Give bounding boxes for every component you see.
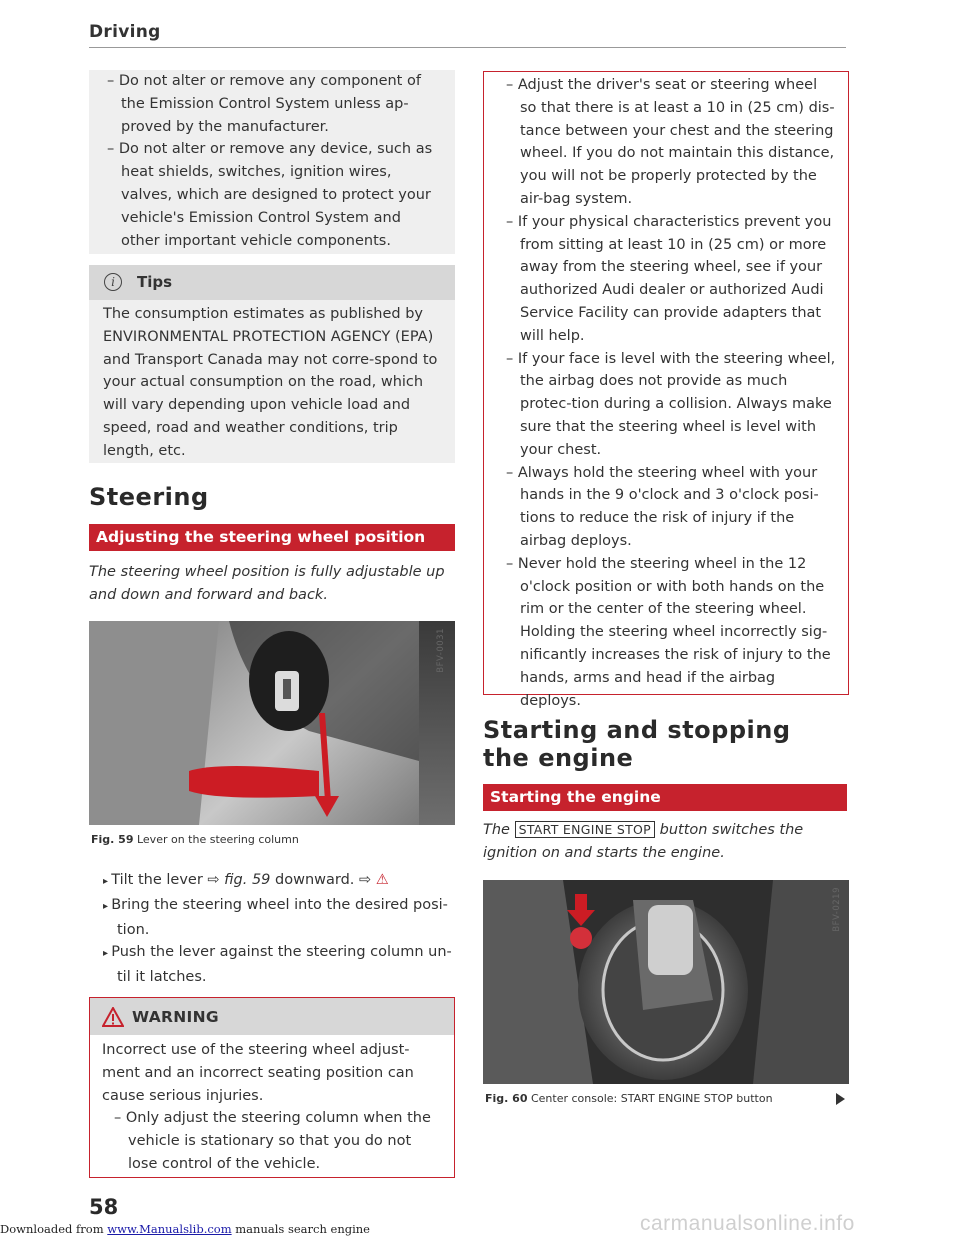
warning-header	[90, 998, 454, 1035]
figure-59-text: Lever on the steering column	[136, 833, 299, 846]
emission-bullets-box	[89, 70, 455, 254]
continue-arrow-icon	[836, 1093, 845, 1105]
warning-body	[102, 1039, 442, 1176]
steering-heading: Steering	[89, 483, 209, 511]
list-item: – Do not alter or remove any device, such as heat shields, switches, ignition wires, valves, which are designed to protect your vehicle's Emission Control System and other important vehicle components.	[107, 141, 433, 249]
figure-id-59: BFV-0031	[436, 628, 446, 673]
manualslib-link[interactable]: www.Manualslib.com	[107, 1222, 232, 1236]
page-number: 58	[89, 1195, 119, 1219]
info-icon: i	[104, 273, 122, 291]
header-divider	[89, 47, 846, 48]
list-item: – Only adjust the steering column when the vehicle is stationary so that you do not lose control of the vehicle.	[114, 1110, 431, 1172]
steps-list	[103, 869, 453, 989]
step-item: ▸ Push the lever against the steering column un-til it latches.	[103, 944, 452, 986]
section-label: Driving	[89, 22, 161, 42]
figure-center-console	[483, 880, 849, 1084]
figure-60-text: Center console: START ENGINE STOP button	[530, 1092, 773, 1105]
watermark: carmanualsonline.info	[640, 1212, 855, 1235]
list-item: – Never hold the steering wheel in the 12 o'clock position or with both hands on the rim or the center of the steering wheel. Holding the steering wheel incorrectly sig-nificantly increases the risk of injury to the hands, arms and head if the airbag deploys.	[506, 555, 831, 709]
list-item: – Do not alter or remove any component of the Emission Control System unless ap-proved by the manufacturer.	[107, 73, 421, 135]
download-footer: Downloaded from www.Manualslib.com manuals search engine	[0, 1222, 370, 1236]
tips-label: Tips	[137, 273, 173, 291]
center-console-illustration	[483, 880, 849, 1084]
step-item: ▸ Tilt the lever ⇨ fig. 59 downward. ⇨ ⚠	[103, 872, 389, 888]
figure-60-caption	[485, 1092, 773, 1105]
engine-intro: The START ENGINE STOP button switches the ignition on and starts the engine.	[483, 822, 804, 861]
figure-59-caption	[91, 833, 299, 846]
figure-60-number: Fig. 60	[485, 1092, 528, 1105]
list-item: – If your face is level with the steering wheel, the airbag does not provide as much protec-tion during a collision. Always make sure that the steering wheel is level with your chest.	[506, 350, 836, 458]
list-item: – Adjust the driver's seat or steering wheel so that there is at least a 10 in (25 cm) dis-tance between your chest and the steering wheel. If you do not maintain this distance, you will not be properly protected by the air-bag system.	[506, 77, 835, 207]
warning-box	[89, 997, 455, 1178]
step-item: ▸ Bring the steering wheel into the desired posi-tion.	[103, 896, 448, 938]
warning-label: WARNING	[132, 1008, 219, 1026]
start-engine-stop-key: START ENGINE STOP	[515, 821, 655, 838]
airbag-warning-bullets	[483, 71, 849, 709]
figure-id-60: BFV-0219	[832, 887, 842, 932]
tips-header	[89, 265, 455, 300]
figure-59-number: Fig. 59	[91, 833, 134, 846]
tips-text: The consumption estimates as published by ENVIRONMENTAL PROTECTION AGENCY (EPA) and Transport Canada may not corre-spond to your actual consumption on the road, which will vary depending upon vehicle load and speed, road and weather conditions, trip length, etc.	[103, 306, 438, 459]
warning-triangle-icon: ⚠	[375, 872, 389, 888]
steering-subheading: Adjusting the steering wheel position	[89, 524, 455, 551]
figure-59-link[interactable]: ⇨ fig. 59	[207, 872, 271, 888]
warning-intro: Incorrect use of the steering wheel adjust-ment and an incorrect seating position can cause serious injuries.	[102, 1042, 414, 1104]
engine-heading: Starting and stopping the engine	[483, 716, 791, 772]
list-item: – If your physical characteristics prevent you from sitting at least 10 in (25 cm) or more away from the steering wheel, see if your authorized Audi dealer or authorized Audi Service Facility can provide adapters that will help.	[506, 213, 832, 344]
steering-column-illustration	[89, 621, 455, 825]
list-item: – Always hold the steering wheel with your hands in the 9 o'clock and 3 o'clock posi-tions to reduce the risk of injury if the airbag deploys.	[506, 464, 819, 549]
figure-steering-lever	[89, 621, 455, 825]
tips-body	[89, 300, 455, 463]
steering-intro: The steering wheel position is fully adjustable up and down and forward and back.	[89, 564, 445, 603]
warning-triangle-icon	[102, 1007, 124, 1027]
engine-subheading: Starting the engine	[483, 784, 847, 811]
